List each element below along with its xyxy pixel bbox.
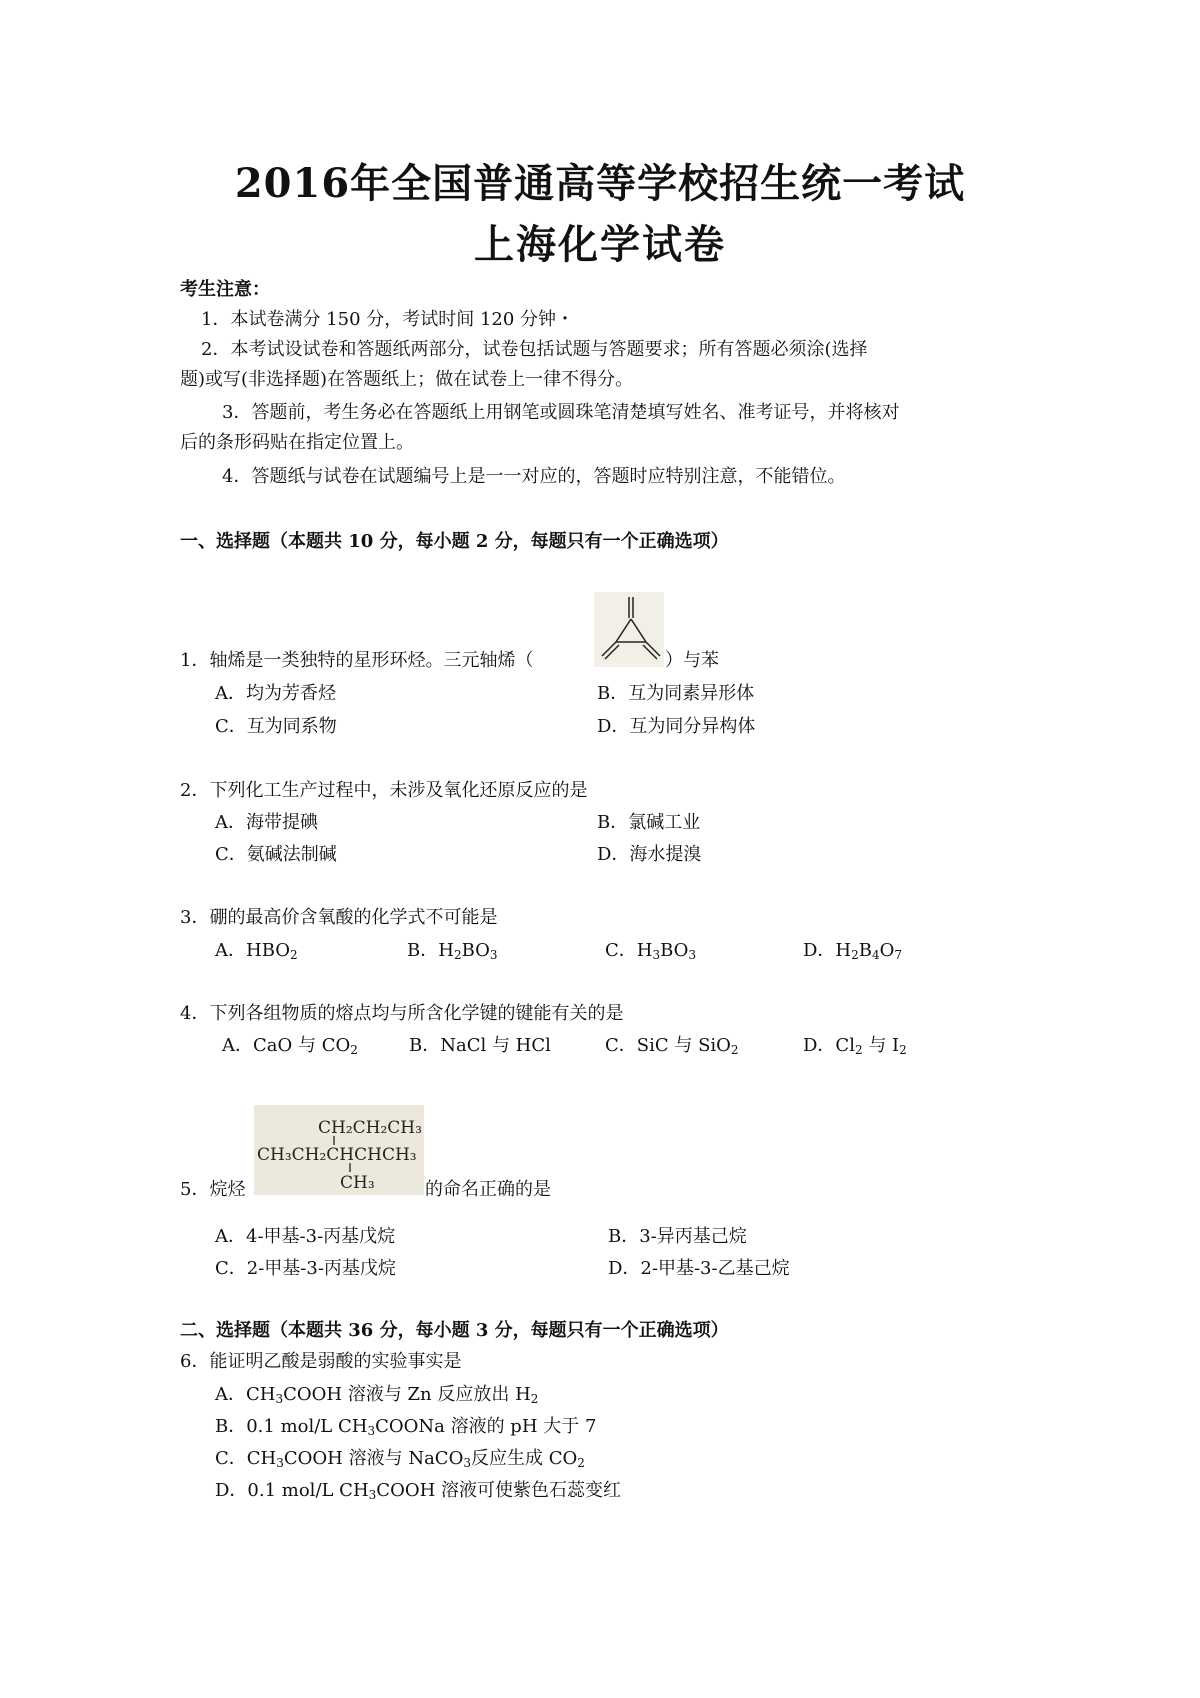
- notice-item-1: 1．本试卷满分 150 分，考试时间 120 分钟・: [201, 309, 575, 330]
- q3-option-b: B．$H_2BO_3$: [407, 940, 498, 962]
- notice-heading: 考生注意：: [180, 279, 270, 300]
- q1-option-d: D．互为同分异构体: [597, 716, 756, 737]
- q6-option-a: A．$CH_3COOH$ 溶液与 Zn 反应放出 $H_2$: [215, 1384, 539, 1406]
- q6-stem: 6．能证明乙酸是弱酸的实验事实是: [180, 1351, 462, 1372]
- q5-stem-part-2: 的命名正确的是: [425, 1179, 551, 1200]
- q3-option-d: D．$H_2B_4O_7$: [803, 940, 903, 962]
- triene-structure-image: [594, 592, 664, 667]
- exam-title: 2016年全国普通高等学校招生统一考试: [234, 160, 966, 207]
- q6-option-c: C．$CH_3COOH$ 溶液与 NaCO$_3$反应生成 $CO_2$: [215, 1448, 585, 1470]
- alkane-structure-image: [254, 1105, 424, 1195]
- q4-option-a: A．CaO 与 $CO_2$: [222, 1035, 358, 1057]
- formula-bottom-text: CH₃: [340, 1173, 375, 1193]
- q2-option-a: A．海带提碘: [215, 812, 318, 833]
- q1-option-a: A．均为芳香烃: [215, 683, 336, 704]
- q5-option-c: C．2-甲基-3-丙基戊烷: [215, 1258, 396, 1279]
- q6-option-b: B．0.1 mol/L $CH_3COONa$ 溶液的 pH 大于 7: [215, 1416, 597, 1438]
- section-2-heading: 二、选择题（本题共 36 分，每小题 3 分，每题只有一个正确选项）: [180, 1320, 729, 1341]
- q3-option-a: A．$HBO_2$: [215, 940, 298, 962]
- q2-stem: 2．下列化工生产过程中，未涉及氧化还原反应的是: [180, 780, 588, 801]
- q3-option-c: C．$H_3BO_3$: [605, 940, 697, 962]
- q4-option-c: C．SiC 与 SiO$_2$: [605, 1035, 739, 1057]
- notice-item-3-line-2: 后的条形码贴在指定位置上。: [180, 432, 414, 453]
- q5-option-a: A．4-甲基-3-丙基戊烷: [215, 1226, 396, 1247]
- q1-option-c: C．互为同系物: [215, 716, 337, 737]
- q1-stem-part-1: 1．轴烯是一类独特的星形环烃。三元轴烯（: [180, 650, 534, 671]
- notice-item-2-line-1: 2．本考试设试卷和答题纸两部分，试卷包括试题与答题要求；所有答题必须涂(选择: [201, 339, 868, 360]
- q3-stem: 3．硼的最高价含氧酸的化学式不可能是: [180, 907, 498, 928]
- formula-main-text: CH₃CH₂CHCHCH₃: [257, 1145, 417, 1165]
- q1-option-b: B．互为同素异形体: [597, 683, 755, 704]
- q4-stem: 4．下列各组物质的熔点均与所含化学键的键能有关的是: [180, 1003, 624, 1024]
- q4-option-d: D．$Cl_2$ 与 $I_2$: [803, 1035, 907, 1057]
- q4-option-b: B．NaCl 与 HCl: [409, 1035, 551, 1056]
- q5-option-d: D．2-甲基-3-乙基己烷: [608, 1258, 790, 1279]
- formula-top-text: CH₂CH₂CH₃: [318, 1118, 422, 1138]
- q1-stem-part-2: ）与苯: [665, 650, 719, 671]
- q2-option-d: D．海水提溴: [597, 844, 702, 865]
- notice-item-3-line-1: 3．答题前，考生务必在答题纸上用钢笔或圆珠笔清楚填写姓名、准考证号，并将核对: [222, 402, 900, 423]
- exam-subtitle: 上海化学试卷: [474, 221, 726, 268]
- notice-item-4: 4．答题纸与试卷在试题编号上是一一对应的，答题时应特别注意，不能错位。: [222, 466, 846, 487]
- section-1-heading: 一、选择题（本题共 10 分，每小题 2 分，每题只有一个正确选项）: [180, 531, 729, 552]
- q5-option-b: B．3-异丙基己烷: [608, 1226, 747, 1247]
- q5-stem-part-1: 5．烷烃: [180, 1179, 246, 1200]
- q6-option-d: D．0.1 mol/L $CH_3COOH$ 溶液可使紫色石蕊变红: [215, 1480, 622, 1502]
- triene-structure-icon: [594, 592, 664, 667]
- q2-option-c: C．氨碱法制碱: [215, 844, 337, 865]
- notice-item-2-line-2: 题)或写(非选择题)在答题纸上；做在试卷上一律不得分。: [180, 369, 634, 390]
- q2-option-b: B．氯碱工业: [597, 812, 701, 833]
